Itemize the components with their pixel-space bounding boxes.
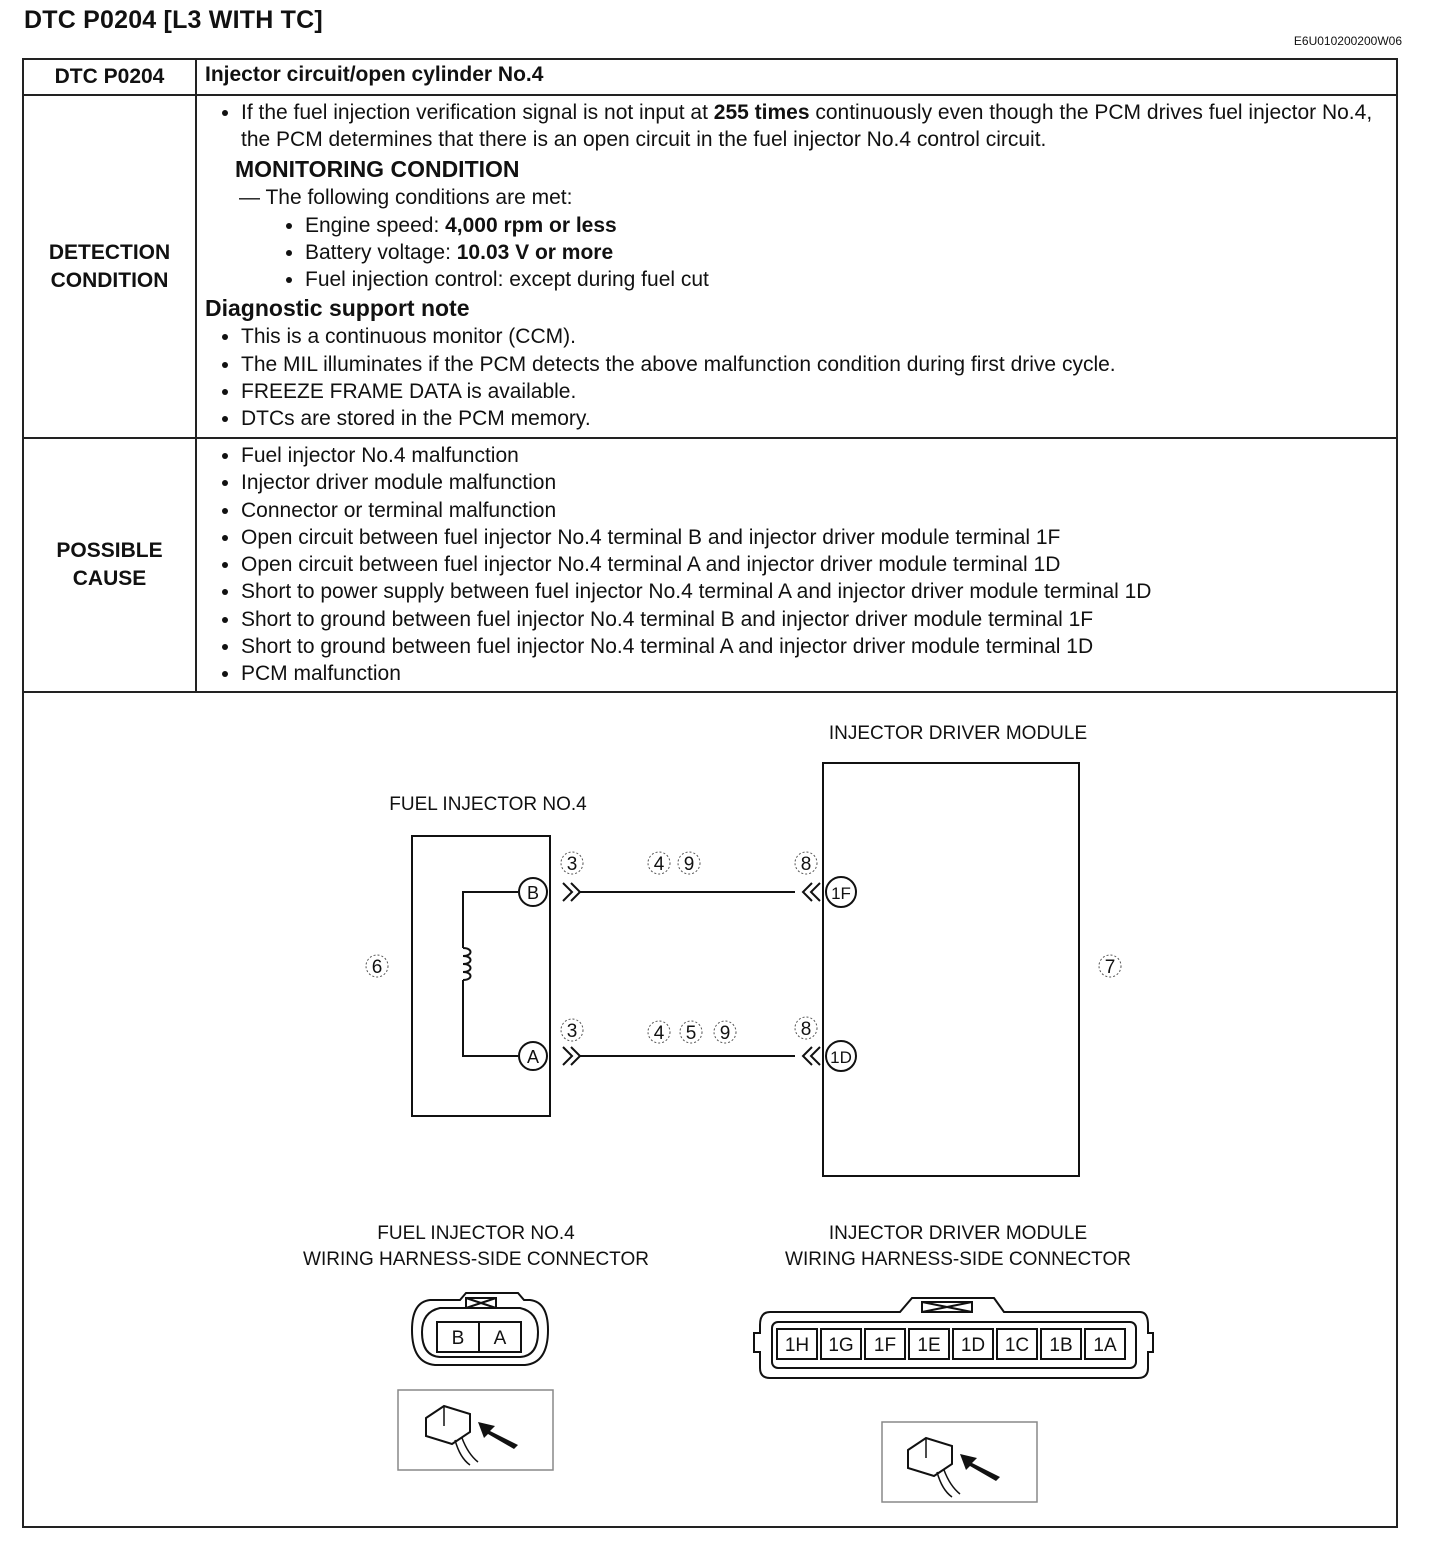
- terminal-b-label: B: [526, 883, 540, 903]
- injector-pin-b: B: [451, 1328, 465, 1349]
- diagnostic-note: • DTCs are stored in the PCM memory.: [241, 405, 1388, 432]
- svg-text:4: 4: [653, 1023, 665, 1044]
- injector-connector-title-2: WIRING HARNESS-SIDE CONNECTOR: [303, 1249, 649, 1270]
- module-pin: 1F: [873, 1335, 897, 1356]
- detection-label-line1: DETECTION: [48, 240, 171, 264]
- detection-label-line2: CONDITION: [50, 268, 169, 292]
- diagnostic-heading: Diagnostic support note: [205, 295, 470, 322]
- ref-3-upper: [561, 852, 583, 875]
- module-pin: 1C: [1004, 1335, 1030, 1356]
- cause-item: • Injector driver module malfunction: [241, 469, 1388, 496]
- condition-text: Fuel injection control: except during fuel cut: [305, 268, 709, 292]
- module-pin: 1A: [1093, 1335, 1117, 1356]
- terminal-b: [519, 878, 547, 906]
- module-box: [823, 763, 1079, 1176]
- cause-item: • PCM malfunction: [241, 660, 1388, 687]
- condition-text: Engine speed:: [305, 213, 446, 237]
- module-pin: 1D: [960, 1335, 986, 1356]
- ref-8-lower: [795, 1017, 817, 1040]
- svg-text:9: 9: [719, 1023, 731, 1044]
- ref-4-upper: [648, 852, 670, 875]
- module-connector-title-2: WIRING HARNESS-SIDE CONNECTOR: [785, 1249, 1131, 1270]
- ref-9-lower: [714, 1021, 736, 1044]
- injector-pin-a: A: [493, 1328, 507, 1349]
- svg-text:3: 3: [566, 854, 578, 875]
- module-connector-title-1: INJECTOR DRIVER MODULE: [828, 1223, 1088, 1244]
- intro-text-bold: 255 times: [713, 101, 810, 124]
- module-pin: 1H: [784, 1335, 810, 1356]
- injector-connector-title-1: FUEL INJECTOR NO.4: [377, 1223, 575, 1244]
- dtc-code-cell: DTC P0204: [23, 59, 196, 95]
- page-title: DTC P0204 [L3 WITH TC]: [24, 6, 323, 34]
- intro-text-post: continuously even though the PCM drives fuel injector No.4, the PCM determines that there is an open circuit in the fuel injector No.4 control circuit.: [241, 101, 1373, 152]
- document-id: E6U010200200W06: [1293, 34, 1402, 48]
- diagnostic-note: • This is a continuous monitor (CCM).: [241, 323, 1388, 350]
- svg-text:5: 5: [685, 1023, 697, 1044]
- ref-7: [1099, 955, 1121, 978]
- svg-text:3: 3: [566, 1021, 578, 1042]
- cause-item: • Open circuit between fuel injector No.4 terminal B and injector driver module terminal 1F: [241, 524, 1388, 551]
- injector-coil: [463, 892, 518, 1056]
- ref-5-lower: [680, 1021, 702, 1044]
- condition-value: 4,000 rpm or less: [445, 213, 617, 237]
- wire-a-1d: [563, 1047, 820, 1065]
- terminal-1f-label: 1F: [831, 884, 851, 903]
- svg-text:4: 4: [653, 854, 665, 875]
- cause-item: • Short to power supply between fuel injector No.4 terminal A and injector driver module terminal 1D: [241, 578, 1388, 605]
- cause-item: • Open circuit between fuel injector No.4 terminal A and injector driver module terminal 1D: [241, 551, 1388, 578]
- cause-item: • Connector or terminal malfunction: [241, 497, 1388, 524]
- injector-connector-face: [412, 1293, 548, 1365]
- terminal-1d-label: 1D: [830, 1048, 852, 1067]
- svg-text:8: 8: [800, 1019, 812, 1040]
- module-label: INJECTOR DRIVER MODULE: [828, 723, 1088, 744]
- monitoring-lead: — The following conditions are met:: [239, 185, 573, 209]
- cause-item: • Short to ground between fuel injector No.4 terminal B and injector driver module terminal 1F: [241, 606, 1388, 633]
- cause-item: • Fuel injector No.4 malfunction: [241, 442, 1388, 469]
- svg-text:9: 9: [683, 854, 695, 875]
- terminal-a-label: A: [526, 1047, 540, 1067]
- injector-view-icon: [398, 1390, 553, 1470]
- ref-6: [366, 955, 388, 978]
- ref-4-lower: [648, 1021, 670, 1044]
- svg-text:8: 8: [800, 854, 812, 875]
- terminal-1f: [826, 877, 856, 907]
- svg-text:6: 6: [371, 957, 383, 978]
- module-pin-labels: [785, 1335, 1117, 1356]
- condition-value: 10.03 V or more: [456, 240, 614, 264]
- ref-8-upper: [795, 852, 817, 875]
- dtc-description-cell: Injector circuit/open cylinder No.4: [196, 59, 1397, 95]
- module-pin: 1B: [1049, 1335, 1073, 1356]
- terminal-a: [519, 1042, 547, 1070]
- ref-9-upper: [678, 852, 700, 875]
- svg-text:7: 7: [1104, 957, 1116, 978]
- diagnostic-note: • The MIL illuminates if the PCM detects the above malfunction condition during first drive cycle.: [241, 351, 1388, 378]
- module-pin: 1G: [828, 1335, 854, 1356]
- module-view-icon: [882, 1422, 1037, 1502]
- possible-cause-label-line2: CAUSE: [72, 566, 147, 590]
- reference-numbers: [366, 852, 1121, 1044]
- terminal-1d: [826, 1041, 856, 1071]
- condition-text: Battery voltage:: [305, 240, 457, 264]
- possible-cause-label-line1: POSSIBLE: [56, 538, 163, 562]
- diagnostic-note: • FREEZE FRAME DATA is available.: [241, 378, 1388, 405]
- module-pin: 1E: [917, 1335, 941, 1356]
- injector-label: FUEL INJECTOR NO.4: [389, 794, 587, 815]
- intro-text-pre: If the fuel injection verification signal is not input at: [241, 101, 714, 124]
- wire-b-1f: [563, 883, 820, 901]
- monitoring-heading: MONITORING CONDITION: [235, 155, 520, 182]
- cause-item: • Short to ground between fuel injector No.4 terminal A and injector driver module terminal 1D: [241, 633, 1388, 660]
- ref-3-lower: [561, 1019, 583, 1042]
